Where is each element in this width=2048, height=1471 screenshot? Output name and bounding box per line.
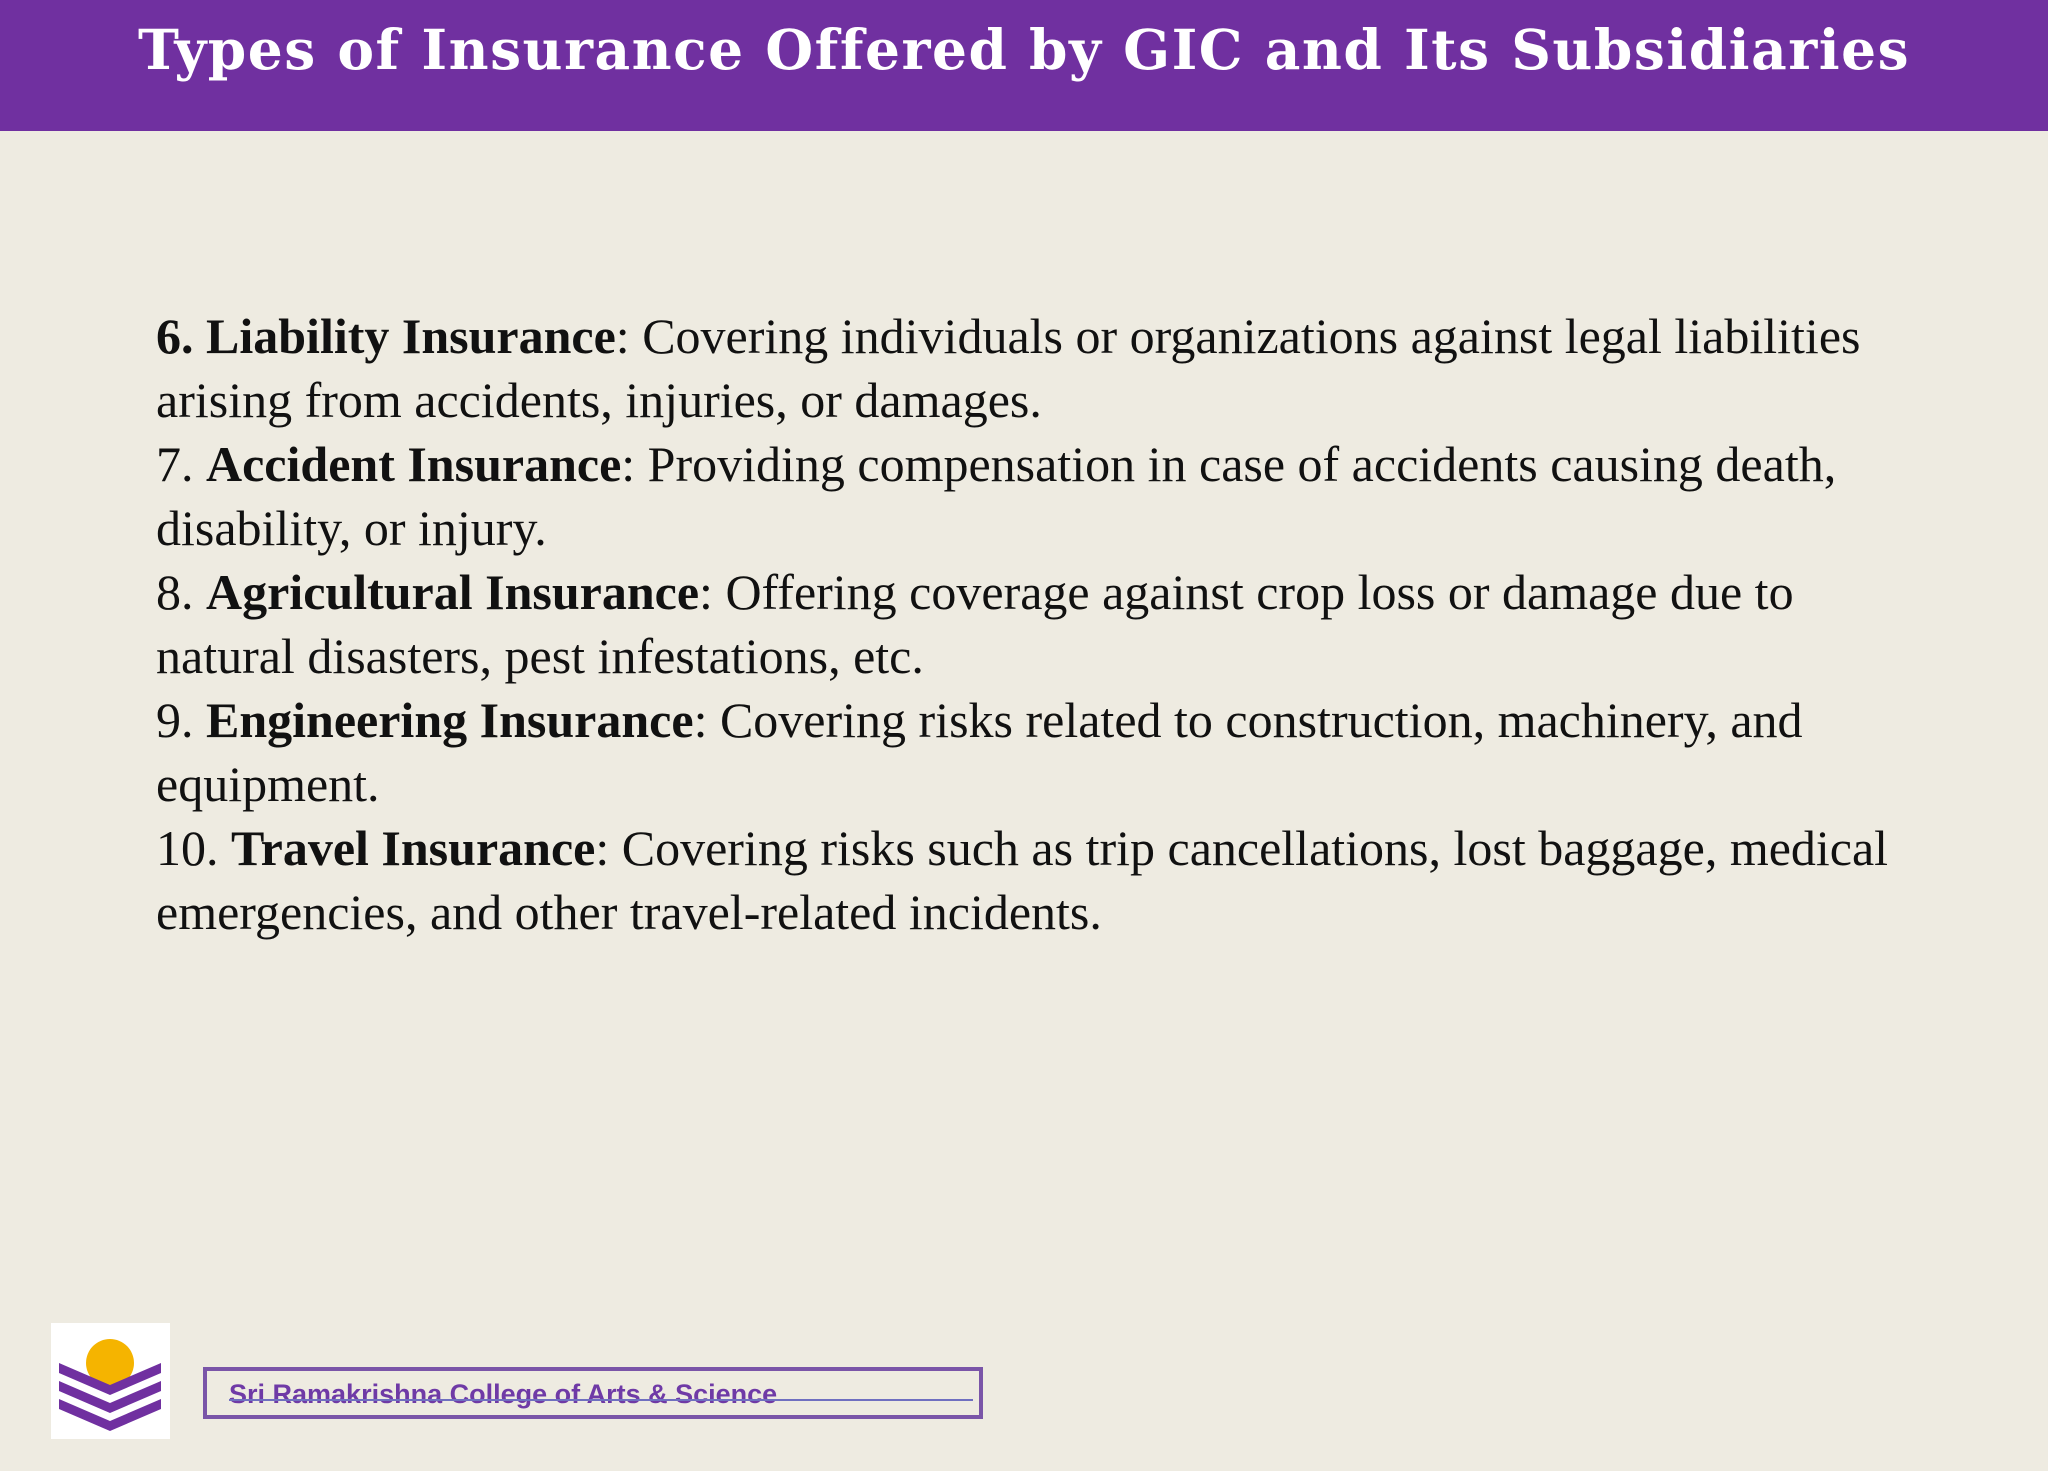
item-description: : Covering risks related to construction, machinery, and equipment. — [156, 692, 1803, 812]
college-name: Sri Ramakrishna College of Arts & Science — [229, 1379, 778, 1409]
slide-title: Types of Insurance Offered by GIC and Its Subsidiaries — [137, 17, 1911, 82]
banner-underline — [229, 1399, 973, 1401]
item-number: 8. — [156, 564, 206, 620]
item-number: 7. — [156, 436, 206, 492]
item-description: : Covering individuals or organizations against legal liabilities arising from accidents, injuries, or damages. — [156, 308, 1861, 428]
item-number: 9. — [156, 692, 206, 748]
list-item — [156, 560, 1936, 688]
item-number: 10. — [156, 820, 231, 876]
list-item — [156, 816, 1936, 944]
book-sun-logo-icon — [51, 1323, 170, 1439]
item-term: Travel Insurance — [231, 820, 596, 876]
list-item — [156, 688, 1936, 816]
item-number: 6. — [156, 308, 206, 364]
college-logo — [51, 1323, 170, 1439]
item-description: : Providing compensation in case of accidents causing death, disability, or injury. — [156, 436, 1837, 556]
item-term: Liability Insurance — [206, 308, 616, 364]
item-description: : Covering risks such as trip cancellations, lost baggage, medical emergencies, and other travel-related incidents. — [156, 820, 1889, 940]
college-name-banner — [203, 1367, 983, 1419]
item-term: Engineering Insurance — [206, 692, 694, 748]
insurance-list — [156, 304, 1936, 944]
item-description: : Offering coverage against crop loss or damage due to natural disasters, pest infestations, etc. — [156, 564, 1794, 684]
item-term: Accident Insurance — [206, 436, 622, 492]
item-term: Agricultural Insurance — [206, 564, 700, 620]
header-bar — [0, 0, 2048, 131]
list-item — [156, 432, 1936, 560]
list-item — [156, 304, 1936, 432]
